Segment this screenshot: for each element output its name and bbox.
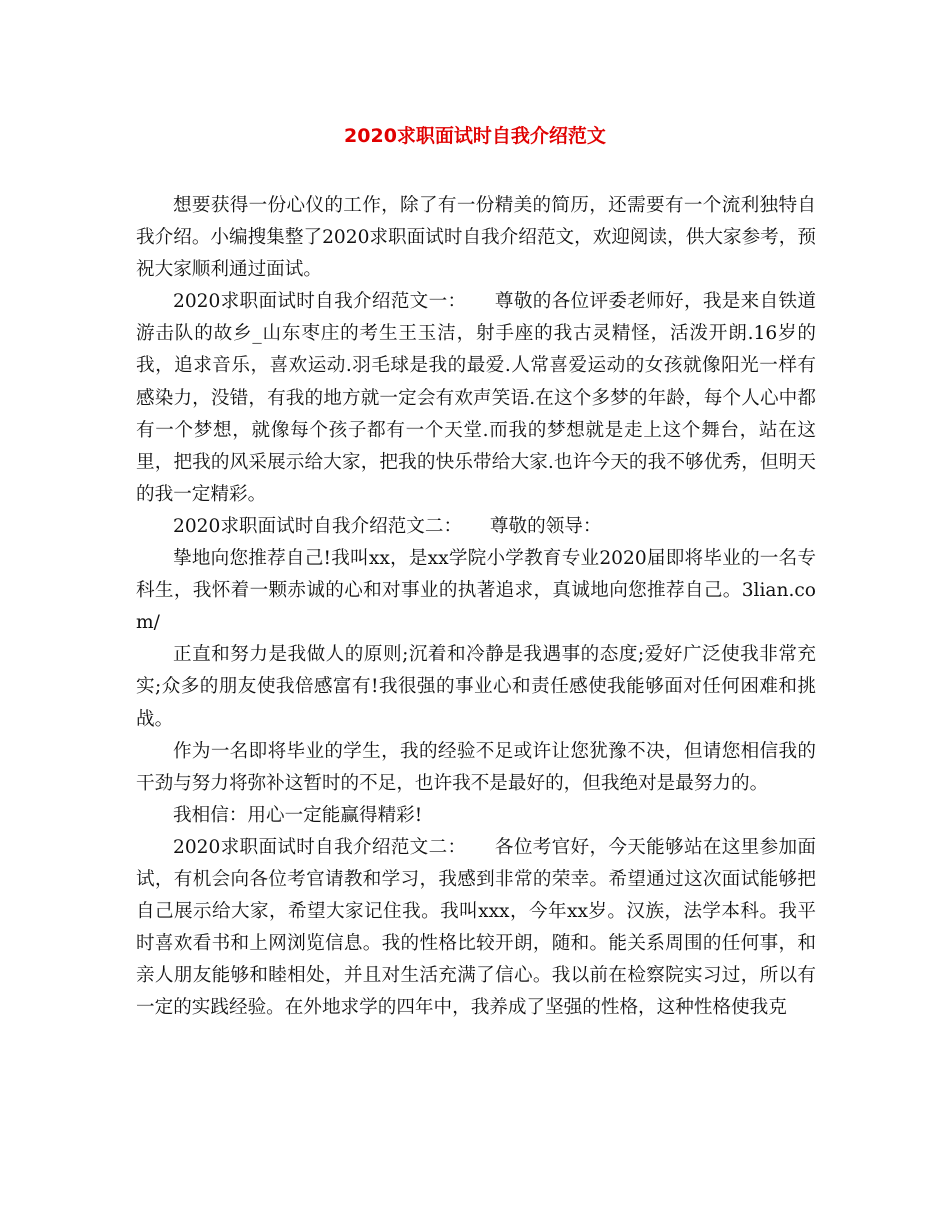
paragraph-sample-one: 2020求职面试时自我介绍范文一： 尊敬的各位评委老师好，我是来自铁道游击队的故乡_山东枣庄的考生王玉洁，射手座的我古灵精怪，活泼开朗.16岁的我，追求音乐，喜欢运动.羽毛球是我的最爱.人常喜爱运动的女孩就像阳光一样有感染力，没错，有我的地方就一定会有欢声笑语.在这个多梦的年龄，每个人心中都有一个梦想，就像每个孩子都有一个天堂.而我的梦想就是走上这个舞台，站在这里，把我的风采展示给大家，把我的快乐带给大家.也许今天的我不够优秀，但明天的我一定精彩。 (136, 291, 816, 505)
paragraph-intro: 想要获得一份心仪的工作，除了有一份精美的简历，还需要有一个流利独特自我介绍。小编搜集整了2020求职面试时自我介绍范文，欢迎阅读，供大家参考，预祝大家顺利通过面试。 (136, 195, 816, 281)
paragraph-graduate: 作为一名即将毕业的学生，我的经验不足或许让您犹豫不决，但请您相信我的干劲与努力将弥补这暂时的不足，也许我不是最好的，但我绝对是最努力的。 (136, 740, 816, 794)
paragraph-principles: 正直和努力是我做人的原则;沉着和冷静是我遇事的态度;爱好广泛使我非常充实;众多的朋友使我倍感富有!我很强的事业心和责任感使我能够面对任何困难和挑战。 (136, 644, 816, 730)
paragraph-sample-three: 2020求职面试时自我介绍范文二： 各位考官好，今天能够站在这里参加面试，有机会向各位考官请教和学习，我感到非常的荣幸。希望通过这次面试能够把自己展示给大家，希望大家记住我。我叫xxx，今年xx岁。汉族，法学本科。我平时喜欢看书和上网浏览信息。我的性格比较开朗，随和。能关系周围的任何事，和亲人朋友能够和睦相处，并且对生活充满了信心。我以前在检察院实习过，所以有一定的实践经验。在外地求学的四年中，我养成了坚强的性格，这种性格使我克 (136, 836, 816, 1019)
paragraph-belief: 我相信：用心一定能赢得精彩! (173, 804, 423, 826)
document-body (136, 190, 816, 1024)
paragraph-recommend-self: 挚地向您推荐自己!我叫xx，是xx学院小学教育专业2020届即将毕业的一名专科生，我怀着一颗赤诚的心和对事业的执著追求，真诚地向您推荐自己。3lian.com/ (136, 548, 816, 634)
document-title: 2020求职面试时自我介绍范文 (344, 125, 606, 147)
paragraph-sample-two-heading: 2020求职面试时自我介绍范文二： 尊敬的领导： (173, 515, 602, 537)
